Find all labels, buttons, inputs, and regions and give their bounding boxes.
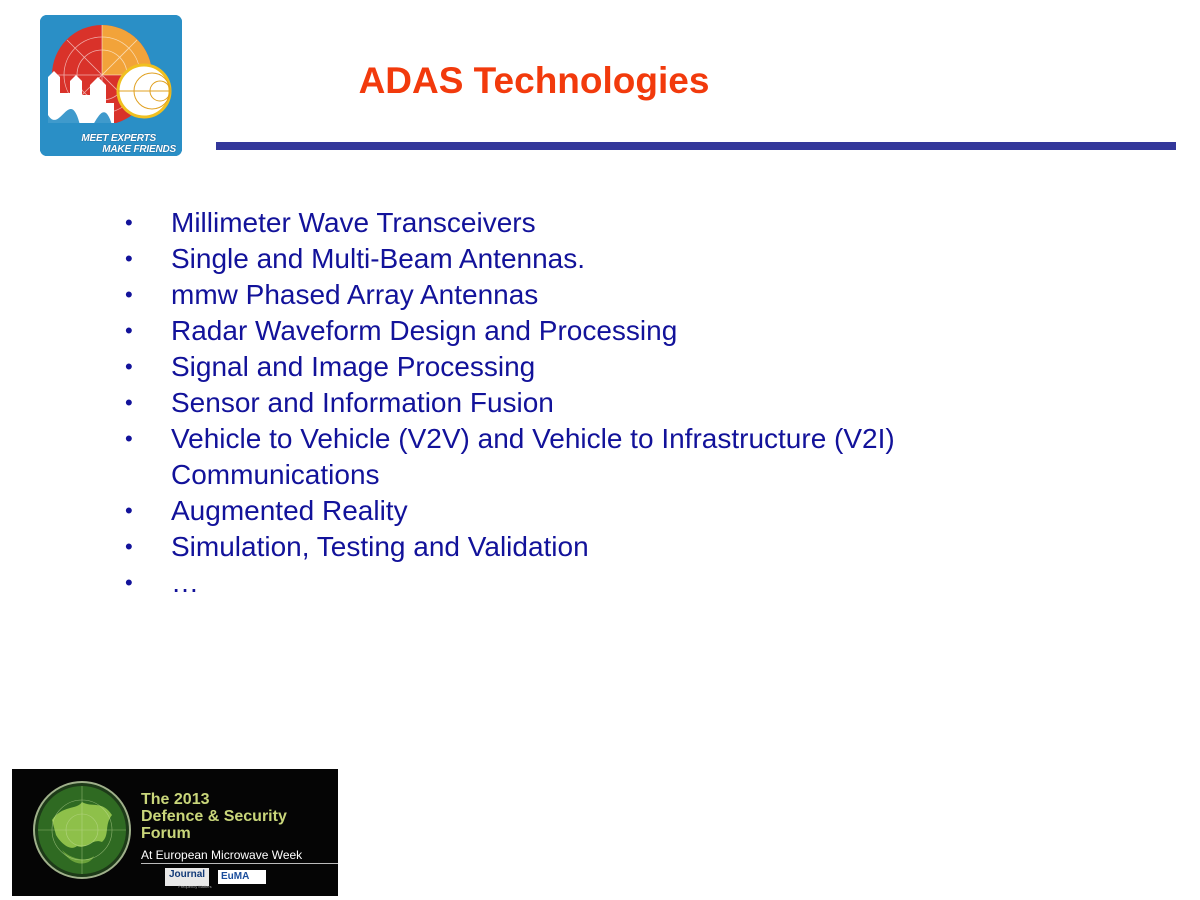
bullet-list [125,205,1125,601]
list-item [125,277,1125,313]
bullet-text: … [171,567,199,598]
banner-divider [141,863,338,864]
bullet-icon: • [125,354,133,379]
globe-radar-icon [32,780,132,880]
mwj-tagline: Frequency Matters [178,884,212,889]
banner-title-line-1: The 2013 [141,791,210,808]
bullet-icon: • [125,534,133,559]
bullet-text: Augmented Reality [171,495,408,526]
title-divider [216,142,1176,150]
bullet-text: Signal and Image Processing [171,351,536,382]
slide-title: ADAS Technologies [358,60,710,101]
forum-banner [12,769,338,896]
banner-title-line-3: Forum [141,825,191,842]
bullet-text: Sensor and Information Fusion [171,387,554,418]
list-item [125,421,1001,493]
list-item [125,385,1125,421]
bullet-icon: • [125,282,133,307]
bullet-text: Simulation, Testing and Validation [171,531,589,562]
euma-logo: EuMA [218,870,266,884]
bullet-text: Single and Multi-Beam Antennas. [171,243,586,274]
list-item [125,241,1125,277]
bullet-text: mmw Phased Array Antennas [171,279,539,310]
bullet-icon: • [125,390,133,415]
list-item [125,493,1125,529]
bullet-icon: • [125,426,133,451]
bullet-icon: • [125,246,133,271]
bullet-icon: • [125,498,133,523]
bullet-icon: • [125,318,133,343]
bullet-text: Radar Waveform Design and Processing [171,315,678,346]
microwave-journal-logo [165,868,212,889]
banner-subtitle: At European Microwave Week [141,848,303,862]
list-item [125,205,1125,241]
list-item [125,565,1125,601]
logo-line-2: MAKE FRIENDS [102,144,176,155]
bullet-icon: • [125,210,133,235]
bullet-text: Vehicle to Vehicle (V2V) and Vehicle to Infrastructure (V2I) Communications [171,423,895,490]
list-item [125,349,1125,385]
banner-title-line-2: Defence & Security [141,808,287,825]
mwj-label: Journal [168,869,206,880]
list-item [125,313,1125,349]
bullet-icon: • [125,570,133,595]
bullet-text: Millimeter Wave Transceivers [171,207,536,238]
list-item [125,529,1125,565]
logo-line-1: MEET EXPERTS [81,133,156,144]
